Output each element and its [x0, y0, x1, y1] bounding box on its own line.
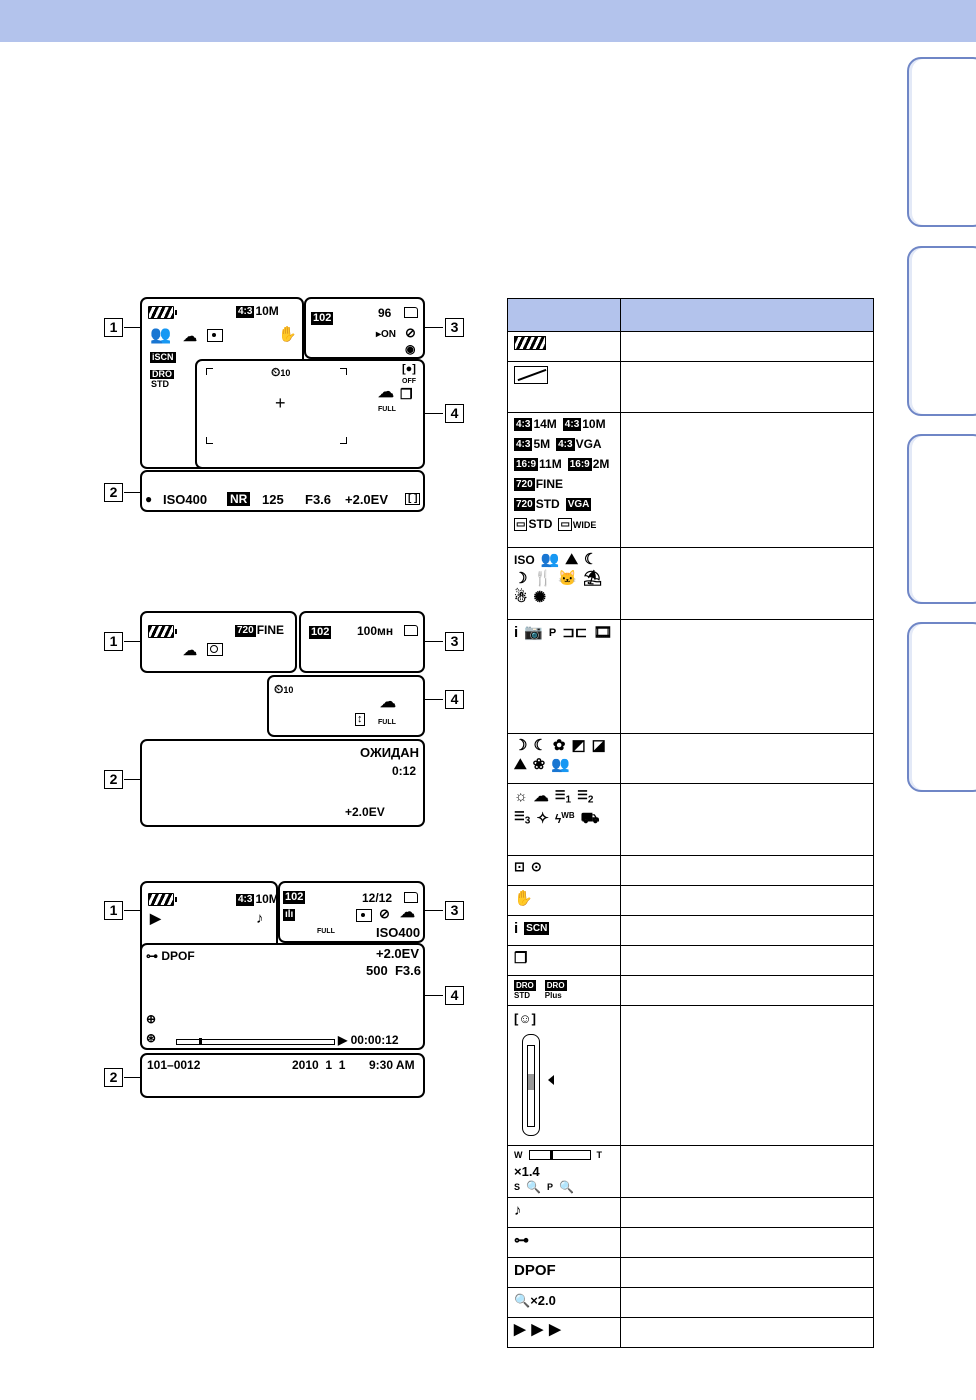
dro-icon: DRO	[152, 369, 172, 379]
protect-curve-icon: ♪	[256, 910, 264, 927]
flash-off-icon: ⊘	[379, 906, 390, 921]
table-row: i 📷 P ⊐⊏ 🎞	[508, 620, 621, 734]
table-row: i SCN	[508, 916, 621, 946]
memory-card-icon	[404, 307, 418, 318]
metering-spot-icon	[207, 329, 223, 342]
playback-icon: ▶	[150, 910, 161, 926]
table-row: ❐	[508, 946, 621, 976]
label-2: 2	[104, 1068, 123, 1087]
table-row: 🔍×2.0	[508, 1288, 621, 1318]
scene-icon: ☁	[380, 694, 396, 711]
label-4: 4	[445, 986, 464, 1005]
record-time: 0:12	[392, 764, 417, 778]
full-label: FULL	[317, 928, 335, 935]
table-row: ⊡ ⊙	[508, 856, 621, 886]
table-row	[508, 362, 621, 413]
table-row: ISO 👥 ⛰ ☾ ☽ 🍴 🐱 ⛱ ☃ ✺	[508, 548, 621, 620]
label-4: 4	[445, 404, 464, 423]
table-row	[508, 332, 621, 362]
header-bar	[0, 0, 976, 42]
navigate-icon[interactable]: ⊕	[146, 1012, 157, 1026]
full-label: FULL	[378, 719, 396, 726]
dro-sub: STD	[151, 379, 169, 389]
icon-reference-table	[507, 298, 874, 1348]
remaining-time: 100мн	[357, 624, 394, 638]
label-2: 2	[104, 770, 123, 789]
label-3: 3	[445, 318, 464, 337]
label-4: 4	[445, 690, 464, 709]
image-size: 4:3 10M	[238, 304, 279, 318]
iso-value: ISO400	[163, 492, 208, 507]
burst-icon: ❐	[400, 386, 413, 402]
area-3	[299, 611, 425, 673]
battery-icon	[148, 625, 174, 638]
image-counter: 12/12	[362, 891, 393, 905]
battery-empty-icon	[514, 366, 548, 384]
grid-icon: ↕	[357, 713, 363, 725]
table-header-meaning	[621, 299, 874, 332]
folder-icon: 102	[311, 626, 330, 638]
aperture-value: F3.6	[305, 492, 332, 507]
file-number: 101–0012	[147, 1058, 201, 1072]
iso-value: ISO400	[376, 925, 421, 940]
date-value: 2010 1 1	[292, 1058, 346, 1072]
frame-icon: [ ]	[405, 493, 420, 505]
folder-icon: 102	[285, 891, 304, 903]
exposure-values: 500 F3.6	[366, 963, 421, 978]
nr-badge: NR	[227, 492, 250, 506]
metering-multi-icon	[207, 643, 223, 656]
image-size: 4:3 10M	[238, 892, 279, 906]
white-balance-icon: ☁	[183, 642, 197, 658]
ev-value: +2.0EV	[345, 492, 389, 507]
side-tab-2[interactable]	[907, 246, 976, 416]
ev-value: +2.0EV	[345, 805, 385, 819]
standby-text: ОЖИДАН	[360, 745, 420, 760]
face-scale-icon	[522, 1034, 540, 1136]
table-row: ✋	[508, 886, 621, 916]
flash-status: ▸ON	[376, 329, 397, 340]
face-off-icon: [●] OFF	[402, 363, 416, 385]
label-1: 1	[104, 632, 123, 651]
white-balance-icon: ☁	[400, 904, 415, 921]
steadyshot-icon: ✋	[278, 326, 297, 343]
face-detection-icon: 👥	[150, 325, 172, 344]
table-row: W T ×1.4 S 🔍 P 🔍	[508, 1146, 621, 1198]
ev-value: +2.0EV	[376, 946, 420, 961]
remaining-count: 96	[378, 306, 392, 320]
label-3: 3	[445, 901, 464, 920]
iscn-icon: iSCN	[152, 352, 174, 362]
white-balance-icon: ☁	[183, 328, 197, 344]
table-row: ☼ ☁ $☰_1$ $☰_2$ $☰_3$ ✧ $ϟ^{WB}$ ⛟	[508, 784, 621, 856]
self-timer: ⏲10	[271, 365, 291, 379]
red-eye-icon: ◉	[405, 342, 416, 356]
label-1: 1	[104, 318, 123, 337]
table-row: ⊶	[508, 1228, 621, 1258]
table-header-display	[508, 299, 621, 332]
label-1: 1	[104, 901, 123, 920]
volume-icon[interactable]: ⊛	[146, 1031, 157, 1045]
af-cross: +	[275, 393, 286, 413]
label-3: 3	[445, 632, 464, 651]
side-tab-4[interactable]	[907, 622, 976, 792]
clock-value: 9:30 AM	[369, 1058, 415, 1072]
table-row: ▶ ▶ ▶	[508, 1318, 621, 1348]
play-time: ▶ 00:00:12	[338, 1033, 399, 1047]
area-1	[140, 611, 297, 673]
movie-size: 720 FINE	[237, 623, 285, 637]
table-row: ♪	[508, 1198, 621, 1228]
table-row: DPOF	[508, 1258, 621, 1288]
histogram-icon: ılı	[285, 909, 294, 920]
battery-icon	[514, 336, 546, 350]
area-4	[195, 359, 425, 469]
scene-icon: ☁	[378, 384, 394, 401]
self-timer: ⏲10	[274, 682, 294, 696]
memory-card-icon	[404, 892, 418, 903]
record-dot: ●	[145, 492, 153, 506]
table-row: 4:3 14M 4:3 10M 4:3 5M 4:3 VGA 16:9 11M 16:9 2M 720 FINE 720 STD VGA ▭ STD ▭ WIDE	[508, 413, 621, 548]
label-2: 2	[104, 483, 123, 502]
battery-icon	[148, 893, 174, 906]
side-tab-1[interactable]	[907, 57, 976, 227]
side-tab-3[interactable]	[907, 434, 976, 604]
table-row: DRO STD DRO Plus	[508, 976, 621, 1006]
table-row: ☽ ☾ ✿ ◩ ◪ ⛰ ❀ 👥	[508, 734, 621, 784]
shutter-value: 125	[262, 492, 284, 507]
metering-spot-icon	[356, 909, 372, 922]
flash-off-icon: ⊘	[405, 325, 416, 340]
protect-dpof: ⊶ DPOF	[146, 949, 195, 963]
table-row: [☺]	[508, 1006, 621, 1146]
playback-position	[199, 1038, 202, 1044]
battery-icon	[148, 306, 174, 319]
folder-icon: 102	[313, 312, 332, 324]
full-label: FULL	[378, 406, 396, 413]
memory-card-icon	[404, 625, 418, 636]
